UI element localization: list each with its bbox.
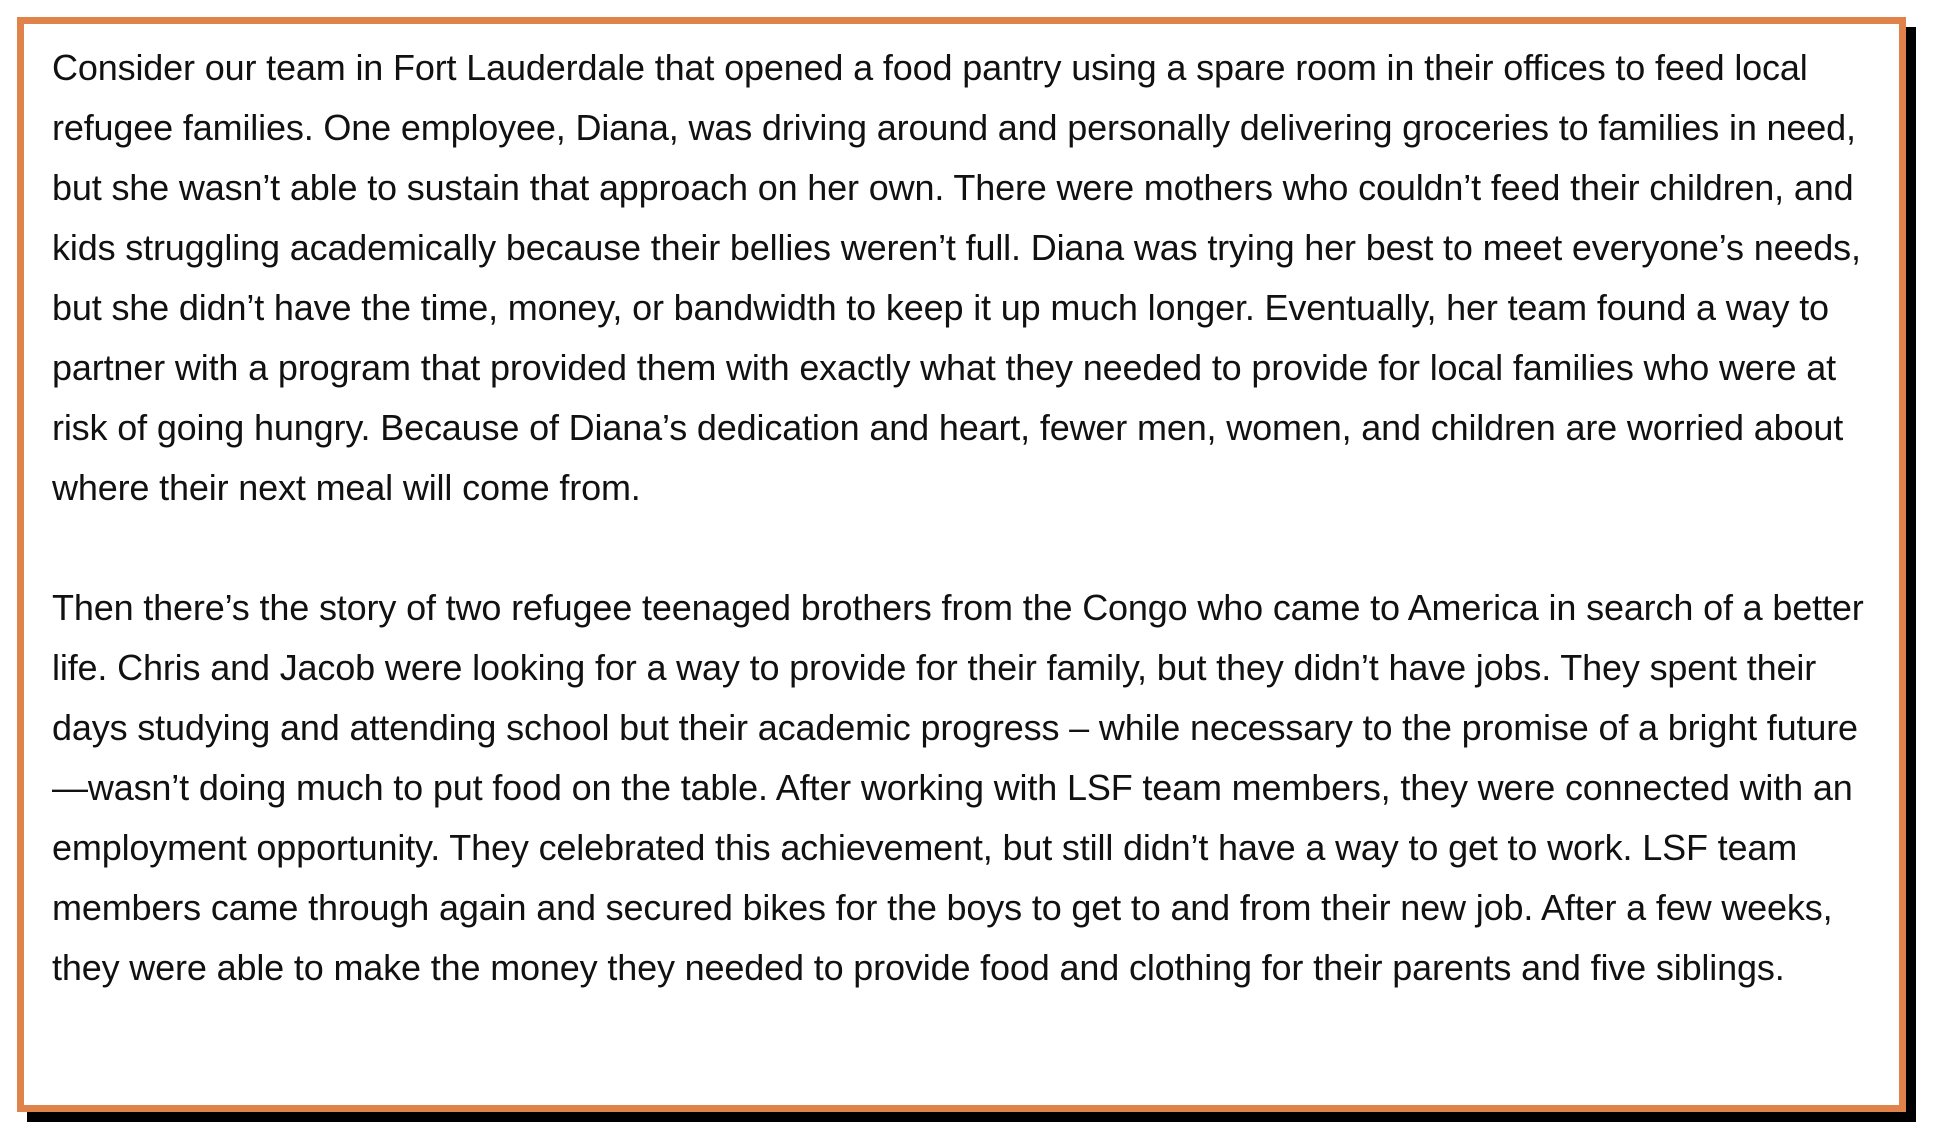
paragraph-food-pantry: Consider our team in Fort Lauderdale that opened a food pantry using a spare room in their offices to feed local refugee families. One employee, Diana, was driving around and personally delivering groceries to families in need, but she wasn’t able to sustain that approach on her own. There were mothers who couldn’t feed their children, and kids struggling academically because their bellies weren’t full. Diana was trying her best to meet everyone’s needs, but she didn’t have the time, money, or bandwidth to keep it up much longer. Eventually, her team found a way to partner with a program that provided them with exactly what they needed to provide for local families who were at risk of going hungry. Because of Diana’s dedication and heart, fewer men, women, and children are worried about where their next meal will come from.: [52, 47, 1861, 508]
text-box: [17, 17, 1906, 1112]
paragraph-refugee-brothers: Then there’s the story of two refugee teenaged brothers from the Congo who came to America in search of a better life. Chris and Jacob were looking for a way to provide for their family, but they didn’t have jobs. They spent their days studying and attending school but their academic progress – while necessary to the promise of a bright future—wasn’t doing much to put food on the table. After working with LSF team members, they were connected with an employment opportunity. They celebrated this achievement, but still didn’t have a way to get to work. LSF team members came through again and secured bikes for the boys to get to and from their new job. After a few weeks, they were able to make the money they needed to provide food and clothing for their parents and five siblings.: [52, 587, 1864, 988]
